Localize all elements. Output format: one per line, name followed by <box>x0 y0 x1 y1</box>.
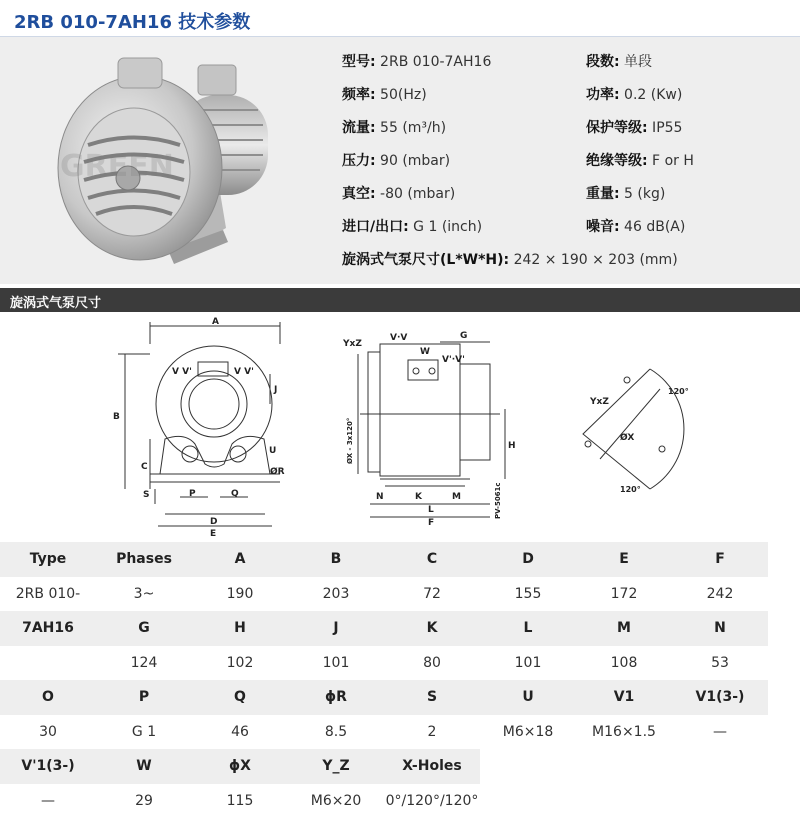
table-cell: 203 <box>322 585 350 602</box>
table-cell: 30 <box>39 723 57 740</box>
table-header-row <box>0 680 768 715</box>
table-header-cell: Q <box>192 680 288 715</box>
dim-label-a: A <box>212 317 219 327</box>
spec-weight: 重量: 5 (kg) <box>586 186 666 202</box>
table-cell: 242 <box>706 585 734 602</box>
table-header-cell: O <box>0 680 96 715</box>
table-cell <box>672 784 768 819</box>
table-header-cell: V1(3-) <box>672 680 768 715</box>
table-header-cell: A <box>192 542 288 577</box>
table-header-cell: V1 <box>576 680 672 715</box>
table-header-cell: M <box>576 611 672 646</box>
table-cell: 172 <box>610 585 638 602</box>
dim-label-e: E <box>210 529 217 539</box>
dim-label-h: H <box>508 441 516 451</box>
dim-label-s: S <box>143 490 150 500</box>
dim-label-j: J <box>274 385 278 395</box>
table-cell: 190 <box>226 585 254 602</box>
table-header-cell: Y_Z <box>288 749 384 784</box>
table-header-cell: ϕX <box>192 749 288 784</box>
dim-label-c: C <box>141 462 148 472</box>
spec-insulation: 绝缘等级: F or H <box>586 153 694 169</box>
table-cell: M16×1.5 <box>592 723 656 740</box>
table-cell: 46 <box>231 723 249 740</box>
angle-label-bottom: 120° <box>620 485 641 494</box>
table-cell: — <box>713 723 727 740</box>
table-header-cell: V'1(3-) <box>0 749 96 784</box>
table-cell: M6×20 <box>310 792 362 809</box>
dim-label-f: F <box>428 518 435 528</box>
part-number-label: PV-5061c <box>494 482 502 519</box>
section-title: 旋涡式气泵尺寸 <box>10 296 102 311</box>
spec-port: 进口/出口: G 1 (inch) <box>342 219 483 235</box>
dim-label-yxz-side: YxZ <box>343 339 362 349</box>
table-header-cell <box>480 749 576 784</box>
table-header-cell: ϕR <box>288 680 384 715</box>
dim-label-side-diameter: ØX - 3x120° <box>346 417 354 464</box>
table-cell <box>0 646 96 681</box>
parameter-table <box>0 542 768 818</box>
dim-label-vv1-side: V'·V' <box>442 355 465 365</box>
spec-stages: 段数: 单段 <box>586 54 653 70</box>
spec-model: 型号: 2RB 010-7AH16 <box>342 54 492 70</box>
table-cell: 102 <box>226 654 254 671</box>
table-cell: 80 <box>423 654 441 671</box>
dim-label-r: ØR <box>270 467 285 477</box>
dim-label-d: D <box>210 517 218 527</box>
dim-label-l: L <box>428 505 434 515</box>
table-header-cell: Phases <box>96 542 192 577</box>
page-title: 2RB 010-7AH16 技术参数 <box>14 12 251 33</box>
table-cell: 2RB 010- <box>15 585 81 602</box>
table-header-cell: E <box>576 542 672 577</box>
dim-label-vv-left: V V' <box>172 367 192 377</box>
dim-label-b: B <box>113 412 120 422</box>
spec-dimensions: 旋涡式气泵尺寸(L*W*H): 242 × 190 × 203 (mm) <box>342 252 678 268</box>
table-header-cell: 7AH16 <box>0 611 96 646</box>
table-header-cell: X-Holes <box>384 749 480 784</box>
table-header-cell: B <box>288 542 384 577</box>
table-header-cell: U <box>480 680 576 715</box>
table-cell <box>480 784 576 819</box>
table-cell: G 1 <box>131 723 157 740</box>
blower-product-image <box>48 50 298 275</box>
table-cell: 101 <box>514 654 542 671</box>
spec-power: 功率: 0.2 (Kw) <box>586 87 683 103</box>
table-cell: 29 <box>135 792 153 809</box>
table-header-cell: C <box>384 542 480 577</box>
dim-label-p: P <box>189 489 196 499</box>
table-cell: 101 <box>322 654 350 671</box>
table-cell: M6×18 <box>502 723 554 740</box>
dim-label-k: K <box>415 492 422 502</box>
table-header-cell: J <box>288 611 384 646</box>
table-header-row <box>0 749 768 784</box>
table-header-cell: D <box>480 542 576 577</box>
spec-pressure: 压力: 90 (mbar) <box>342 153 451 169</box>
table-cell: 8.5 <box>324 723 348 740</box>
dim-label-q: Q <box>231 489 239 499</box>
section-header <box>0 288 800 312</box>
dim-label-yxz-flange: YxZ <box>590 397 609 407</box>
table-cell: 53 <box>711 654 729 671</box>
table-header-cell <box>672 749 768 784</box>
table-header-cell: F <box>672 542 768 577</box>
table-header-cell: W <box>96 749 192 784</box>
dim-label-x: ØX <box>620 433 635 443</box>
table-row <box>0 784 768 819</box>
table-header-cell: P <box>96 680 192 715</box>
dim-label-w: W <box>420 347 430 357</box>
table-header-cell: H <box>192 611 288 646</box>
angle-label-top: 120° <box>668 387 689 396</box>
table-header-row <box>0 542 768 577</box>
table-header-cell: K <box>384 611 480 646</box>
table-header-cell <box>576 749 672 784</box>
table-row <box>0 646 768 681</box>
table-cell: 115 <box>226 792 254 809</box>
dim-label-vv-side: V·V <box>390 333 408 343</box>
spec-noise: 噪音: 46 dB(A) <box>586 219 686 235</box>
dim-label-vv-right: V V' <box>234 367 254 377</box>
table-cell: 155 <box>514 585 542 602</box>
table-cell: 2 <box>427 723 437 740</box>
table-cell: 0°/120°/120° <box>385 792 479 809</box>
table-cell: 108 <box>610 654 638 671</box>
table-cell: 3~ <box>133 585 155 602</box>
spec-protection: 保护等级: IP55 <box>586 120 683 136</box>
dim-label-g: G <box>460 331 468 341</box>
dimension-drawings <box>0 314 800 542</box>
table-cell: 72 <box>423 585 441 602</box>
table-cell: — <box>41 792 55 809</box>
table-row <box>0 715 768 750</box>
svg-text:GREEN: GREEN <box>60 149 174 184</box>
table-row <box>0 577 768 612</box>
table-header-cell: G <box>96 611 192 646</box>
dim-label-m: M <box>452 492 461 502</box>
table-header-cell: N <box>672 611 768 646</box>
table-header-cell: Type <box>0 542 96 577</box>
table-header-cell: S <box>384 680 480 715</box>
table-header-row <box>0 611 768 646</box>
spec-frequency: 频率: 50(Hz) <box>342 87 427 103</box>
table-header-cell: L <box>480 611 576 646</box>
table-cell <box>576 784 672 819</box>
dim-label-n: N <box>376 492 384 502</box>
dim-label-u: U <box>269 446 277 456</box>
spec-vacuum: 真空: -80 (mbar) <box>342 186 456 202</box>
spec-flow: 流量: 55 (m³/h) <box>342 120 447 136</box>
table-cell: 124 <box>130 654 158 671</box>
